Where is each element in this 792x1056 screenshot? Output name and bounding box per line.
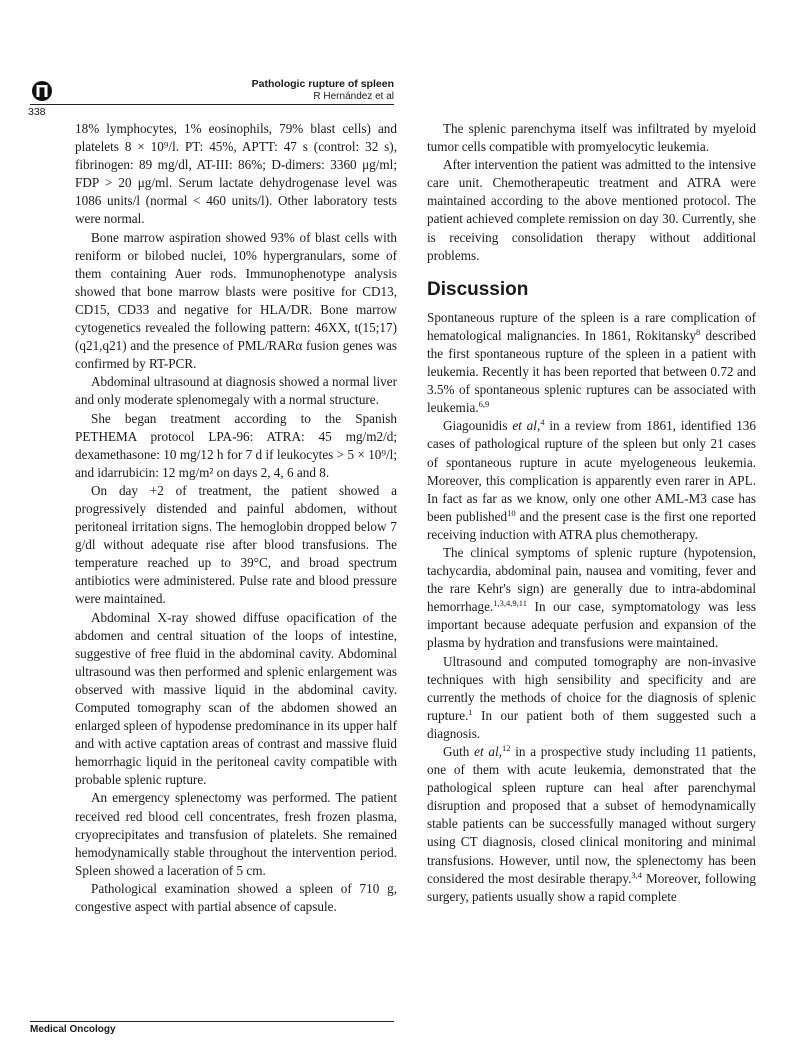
citation: 4 [540, 417, 545, 428]
section-heading-discussion: Discussion [427, 278, 529, 300]
text-run: in a review from 1861, identified 136 cases of pathological rupture of the spleen but only 21 cases of spontaneous rupture in acute myelogeneous leukemia. Moreover, this complication is apparently even rarer in APL. In fact as far as we know, only one other AML-M3 case has been published [427, 418, 756, 524]
paragraph [427, 653, 756, 743]
text-run: In our case, symptomatology was less important because adequate perfusion and expansion of the plasma by hydration and transfusions were maintained. [427, 599, 756, 651]
journal-name: Medical Oncology [30, 1024, 116, 1035]
paragraph [427, 309, 756, 418]
text-run: and the present case is the first one reported receiving induction with ATRA plus chemotherapy. [427, 508, 756, 542]
paragraph: After intervention the patient was admitted to the intensive care unit. Chemotherapeutic treatment and ATRA were maintained according to the above mentioned protocol. The patient achieved complete remission on day 30. Currently, she is receiving consolidation therapy without additional problems. [427, 157, 756, 263]
text-run: Ultrasound and computed tomography are non-invasive techniques with high sensibility and specificity and are currently the methods of choice for the diagnosis of splenic rupture. [427, 653, 756, 723]
paragraph: Abdominal ultrasound at diagnosis showed a normal liver and only moderate splenomegaly with a normal structure. [75, 374, 397, 408]
citation: 10 [507, 507, 516, 518]
paragraph: The splenic parenchyma itself was infiltrated by myeloid tumor cells compatible with promyelocytic leukemia. [427, 121, 756, 155]
citation: 3,4 [631, 869, 642, 880]
citation: 1 [468, 706, 473, 717]
text-run: The clinical symptoms of splenic rupture (hypotension, tachycardia, abdominal pain, nausea and vomiting, fever and the rare Kehr's sign) are generally due to intra-abdominal hemorrhage. [427, 544, 756, 615]
paragraph [427, 743, 756, 906]
running-header-title: Pathologic rupture of spleen [251, 78, 394, 90]
paragraph: On day +2 of treatment, the patient showed a progressively distended and painful abdomen, without peritoneal irritation signs. The hemoglobin dropped below 7 g/dl without adequate rise after blood transfusions. The temperature reached up to 39°C, and broad spectrum antibiotics were administered. Pulse rate and blood pressure were maintained. [75, 482, 397, 607]
text-run: Spontaneous rupture of the spleen is a rare complication of hematological malignancies. In 1861, Rokitansky [427, 309, 756, 343]
running-header-authors: R Hernández et al [313, 91, 394, 102]
paragraph: Abdominal X-ray showed diffuse opacification of the abdomen and central situation of the loops of intestine, suggestive of free fluid in the abdominal cavity. Abdominal ultrasound was then performed and splenic enlargement was observed with massive liquid in the abdominal cavity. Computed tomography scan of the abdomen showed an enlarged spleen of hypodense predominance in its upper half and with active captation areas of contrast and massive fluid hemorrhagic liquid in the peritoneal cavity compatible with probable splenic rupture. [75, 609, 397, 788]
footer-rule [30, 1021, 394, 1022]
journal-logo-icon [30, 80, 54, 102]
text-run: described the first spontaneous rupture of the spleen in a patient with leukemia. Recently it has been reported that between 0.72 and 3.5% of spontaneous splenic ruptures can be associated with leukemia. [427, 327, 757, 416]
paragraph: She began treatment according to the Spanish PETHEMA protocol LPA-96: ATRA: 45 mg/m2/d; dexamethasone: 10 mg/12 h for 7 d if leukocytes > 5 × 10⁹/l; and idarrubicin: 12 mg/m² on days 2, 4, 6 and 8. [75, 410, 397, 480]
citation: 6,9 [478, 399, 490, 410]
text-run: Guth [443, 744, 475, 759]
page-number: 338 [28, 106, 46, 118]
text-run: Giagounidis [443, 418, 513, 434]
et-al: et al [474, 744, 499, 759]
et-al: et al [512, 418, 537, 434]
paragraph [427, 544, 756, 653]
text-run: In our patient both of them suggested such a diagnosis. [427, 707, 756, 741]
right-column [427, 120, 756, 906]
citation: 8 [696, 326, 701, 337]
paragraph: Pathological examination showed a spleen of 710 g, congestive aspect with partial absence of capsule. [75, 880, 397, 915]
citation: 12 [501, 743, 511, 753]
paragraph: Bone marrow aspiration showed 93% of blast cells with reniform or bilobed nuclei, 10% hypergranulars, some of them containing Auer rods. Immunophenotype analysis showed that bone marrow blasts were positive for CD13, CD15, CD33 and negative for HLA/DR. Bone marrow cytogenetics revealed the following pattern: 46XX, t(15;17) (q21,q21) and the presence of PML/RARα fusion genes was confirmed by RT-PCR. [75, 229, 397, 372]
text-run: Moreover, following surgery, patients usually show a rapid complete [427, 870, 756, 904]
header-rule [30, 104, 394, 105]
text-run: , [536, 418, 541, 434]
text-run: , [498, 744, 502, 759]
left-column [75, 120, 397, 916]
paragraph: 18% lymphocytes, 1% eosinophils, 79% blast cells) and platelets 8 × 10⁹/l. PT: 45%, APTT: 47 s (control: 32 s), fibrinogen: 89 mg/dl, AT-III: 86%; D-dimers: 3360 μg/ml; FDP > 20 μg/ml. Serum lactate dehydrogenase level was 1086 units/l (normal < 460 units/l). Other laboratory tests were normal. [75, 121, 397, 227]
paragraph: An emergency splenectomy was performed. The patient received red blood cell concentrates, fresh frozen plasma, cryoprecipitates and transfusion of platelets. She remained hemodynamically stable throughout the intervention period. Spleen showed a laceration of 5 cm. [75, 790, 397, 878]
citation: 1,3,4,9,11 [493, 598, 527, 609]
paragraph [427, 417, 756, 544]
text-run: in a prospective study including 11 patients, one of them with acute leukemia, demonstrated that the pathological spleen rupture can heal after parenchymal disruption and proposed that a subset of hemodynamically stable patients can be successfully managed without surgery using CT diagnosis, closed clinical monitoring and minimal transfusions. However, until now, the splenectomy has been considered the most desirable therapy. [427, 744, 756, 886]
